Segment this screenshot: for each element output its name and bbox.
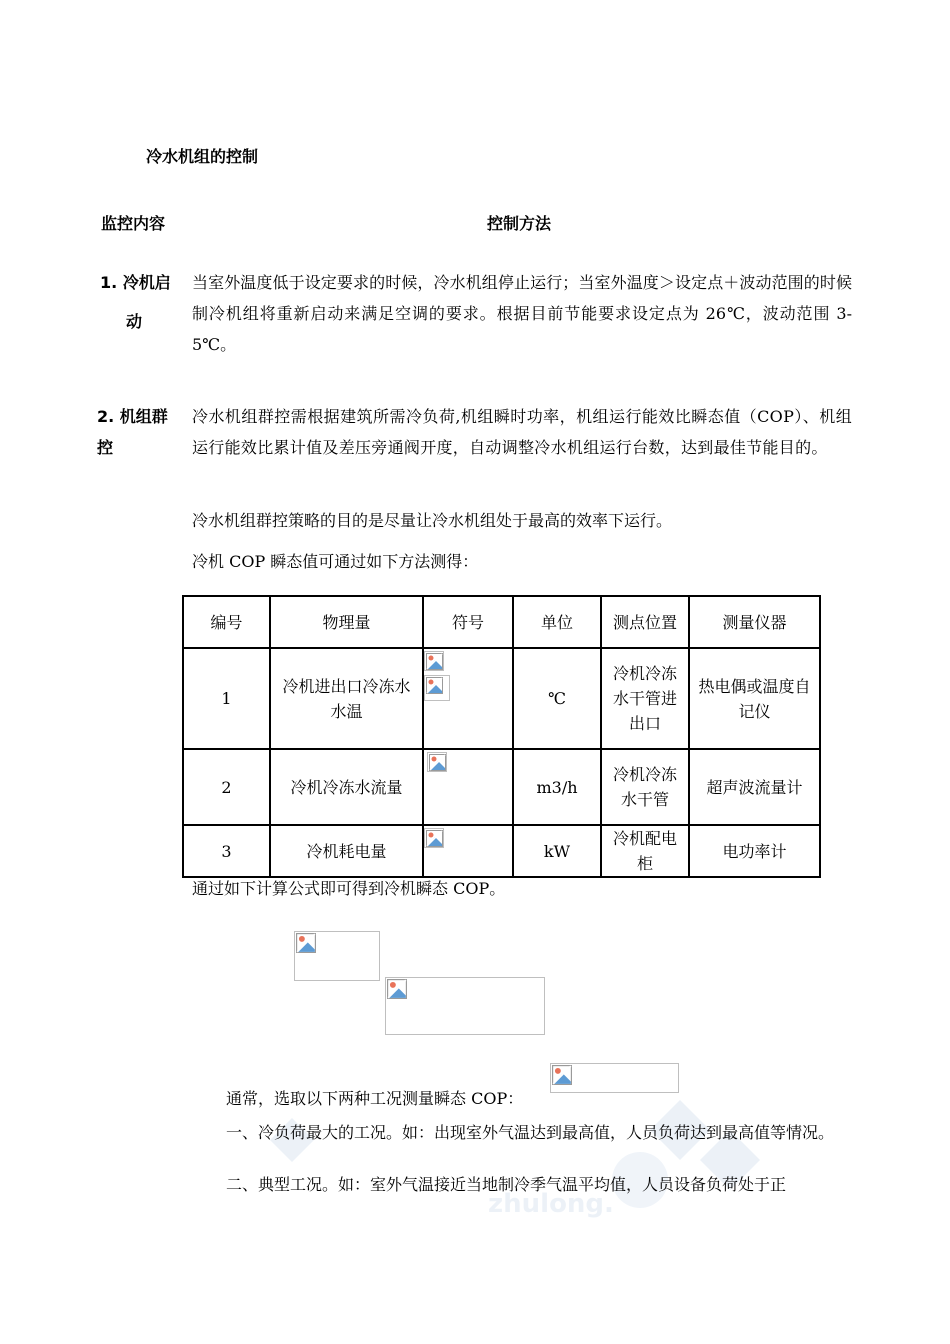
cell-unit: m3/h <box>513 749 601 825</box>
cell-instrument: 热电偶或温度自记仪 <box>689 648 820 749</box>
section-1-text: 当室外温度低于设定要求的时候，冷水机组停止运行；当室外温度＞设定点＋波动范围的时候制冷机组将重新启动来满足空调的要求。根据目前节能要求设定点为 26℃，波动范围 3-5℃。 <box>192 273 852 354</box>
broken-image-icon <box>552 1065 572 1085</box>
cell-instrument: 电功率计 <box>689 825 820 877</box>
th-location: 测点位置 <box>601 596 689 648</box>
cell-location: 冷机配电柜 <box>601 825 689 877</box>
watermark-logo <box>230 1100 820 1220</box>
th-quantity: 物理量 <box>270 596 423 648</box>
section-2-label-line2: 控 <box>97 438 114 457</box>
section-2-label <box>97 401 168 463</box>
cell-no: 2 <box>183 749 270 825</box>
section-2-label-line1: 2. 机组群 <box>97 407 168 426</box>
broken-image-icon <box>424 675 450 701</box>
th-no: 编号 <box>183 596 270 648</box>
formula-image-2 <box>385 977 545 1035</box>
cell-quantity: 冷机进出口冷冻水水温 <box>270 648 423 749</box>
table-header-row <box>183 596 820 648</box>
broken-image-icon <box>427 752 447 772</box>
broken-image-icon <box>296 933 316 953</box>
watermark-text: zhulong. <box>488 1189 614 1219</box>
th-unit: 单位 <box>513 596 601 648</box>
section-1-label <box>100 267 171 337</box>
measurement-table <box>182 595 821 878</box>
paragraph-conditions: 通常，选取以下两种工况测量瞬态 COP： <box>226 1089 524 1108</box>
column-header-content: 监控内容 <box>101 214 166 233</box>
cell-location: 冷机冷冻水干管 <box>601 749 689 825</box>
table-row <box>183 825 820 877</box>
cell-unit: ℃ <box>513 648 601 749</box>
section-2-text: 冷水机组群控需根据建筑所需冷负荷,机组瞬时功率，机组运行能效比瞬态值（COP）、机组运行能效比累计值及差压旁通阀开度，自动调整冷水机组运行台数，达到最佳节能目的。 <box>192 407 852 457</box>
cell-symbol <box>423 825 513 877</box>
broken-image-icon <box>424 651 444 671</box>
page-title: 冷水机组的控制 <box>146 147 259 166</box>
cell-quantity: 冷机耗电量 <box>270 825 423 877</box>
cell-quantity: 冷机冷冻水流量 <box>270 749 423 825</box>
table-row <box>183 648 820 749</box>
table-row <box>183 749 820 825</box>
section-1-label-line1: 1. 冷机启 <box>100 273 171 292</box>
cell-unit: kW <box>513 825 601 877</box>
th-symbol: 符号 <box>423 596 513 648</box>
section-2-strategy: 冷水机组群控策略的目的是尽量让冷水机组处于最高的效率下运行。 <box>192 511 673 530</box>
cell-symbol <box>423 648 513 749</box>
formula-intro: 通过如下计算公式即可得到冷机瞬态 COP。 <box>192 879 506 898</box>
formula-image-3 <box>550 1063 679 1093</box>
cell-symbol <box>423 749 513 825</box>
section-2-cop-method: 冷机 COP 瞬态值可通过如下方法测得： <box>192 552 479 571</box>
th-instrument: 测量仪器 <box>689 596 820 648</box>
cell-instrument: 超声波流量计 <box>689 749 820 825</box>
broken-image-icon <box>387 979 407 999</box>
cell-location: 冷机冷冻水干管进出口 <box>601 648 689 749</box>
column-header-method: 控制方法 <box>487 214 552 233</box>
paragraph-typical: 二、典型工况。如：室外气温接近当地制冷季气温平均值，人员设备负荷处于正 <box>226 1175 787 1194</box>
paragraph-max-load: 一、冷负荷最大的工况。如：出现室外气温达到最高值，人员负荷达到最高值等情况。 <box>226 1123 835 1142</box>
section-1-label-line2: 动 <box>126 312 143 331</box>
cell-no: 3 <box>183 825 270 877</box>
broken-image-icon <box>424 828 444 848</box>
formula-image-1 <box>294 931 380 981</box>
cell-no: 1 <box>183 648 270 749</box>
